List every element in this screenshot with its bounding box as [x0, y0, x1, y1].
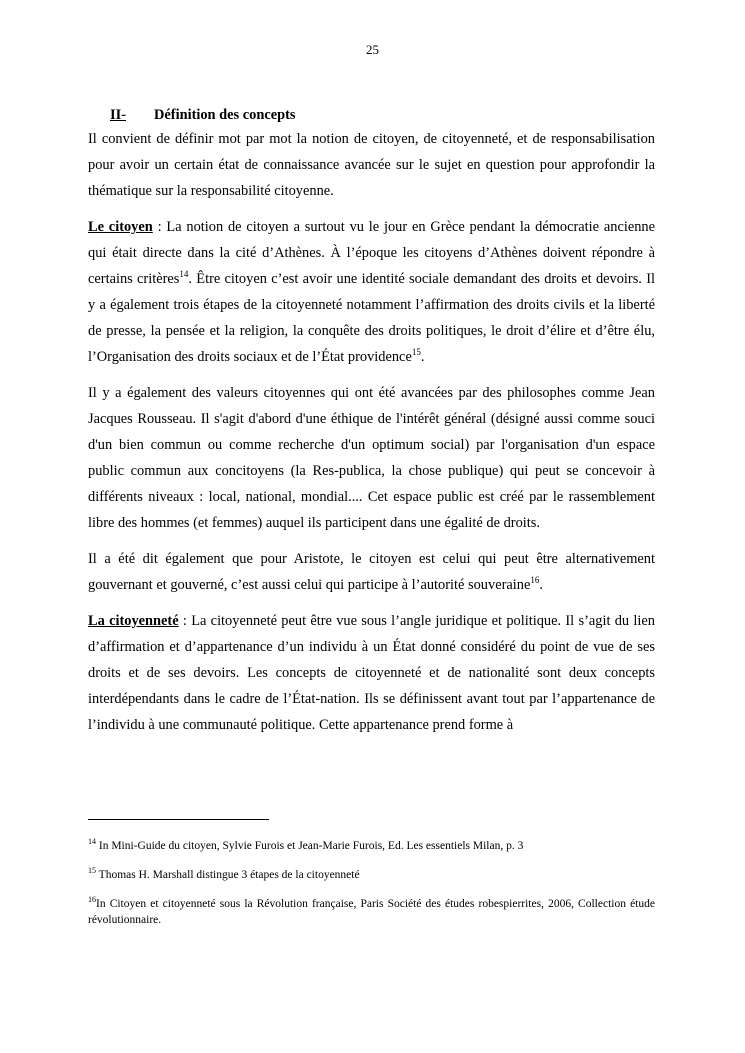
paragraph-aristote [88, 546, 655, 598]
footnote-ref-16: 16 [530, 575, 540, 586]
footnote-number: 16 [88, 895, 96, 905]
paragraph-citoyen [88, 214, 655, 370]
footnote-text: In Mini-Guide du citoyen, Sylvie Furois et Jean-Marie Furois, Ed. Les essentiels Milan, p. 3 [96, 840, 524, 852]
footnotes [88, 838, 655, 941]
footnote-separator [88, 819, 269, 820]
paragraph-valeurs: Il y a également des valeurs citoyennes qui ont été avancées par des philosophes comme Jean Jacques Rousseau. Il s'agit d'abord d'une éthique de l'intérêt général (désigné aussi comme souci d'un bien commun ou comme recherche d'un optimum social) par l'organisation d'un espace public commun aux concitoyens (la Res-publica, la chose publique) qui peut se concevoir à différents niveaux : local, national, mondial.... Cet espace public est créé par le rassemblement libre des hommes (et femmes) auquel ils participent dans une égalité de droits. [88, 385, 655, 531]
aristote-end: . [539, 577, 543, 593]
section-number: II- [110, 107, 126, 123]
section-heading [88, 104, 655, 126]
main-content [88, 104, 655, 748]
term-citoyen: Le citoyen [88, 219, 153, 235]
footnote-text: Thomas H. Marshall distingue 3 étapes de la citoyenneté [96, 869, 360, 881]
footnote-ref-14: 14 [179, 269, 189, 280]
page-number: 25 [366, 42, 379, 57]
footnote-text: In Citoyen et citoyenneté sous la Révolution française, Paris Société des études robespierrites, 2006, Collection étude révolutionnaire. [88, 898, 655, 926]
aristote-text: Il a été dit également que pour Aristote, le citoyen est celui qui peut être alternativement gouvernant et gouverné, c’est aussi celui qui participe à l’autorité souveraine [88, 551, 655, 593]
footnote-ref-15: 15 [411, 347, 421, 358]
section-title: Définition des concepts [154, 107, 296, 123]
citoyennete-text: : La citoyenneté peut être vue sous l’angle juridique et politique. Il s’agit du lien d’affirmation et d’appartenance d’un individu à un État donné considéré du point de vue de ses droits et de ses devoirs. Les concepts de citoyenneté et de nationalité sont deux concepts interdépendants dans le cadre de l’État-nation. Ils se définissent avant tout par l’appartenance de l’individu à une communauté politique. Cette appartenance prend forme à [88, 613, 656, 733]
footnote-number: 15 [88, 866, 96, 876]
citoyen-text-a: : La notion de citoyen a surtout vu le jour en Grèce pendant la démocratie ancienne qui était directe dans la cité d’Athènes. À l’époque les citoyens d’Athènes doivent répondre à certains critères [88, 219, 655, 287]
term-citoyennete: La citoyenneté [88, 613, 179, 629]
footnote-15 [88, 867, 655, 883]
paragraph-intro: Il convient de définir mot par mot la notion de citoyen, de citoyenneté, et de responsabilisation pour avoir un certain état de connaissance avancée sur le sujet en question pour approfondir la thématique sur la responsabilité citoyenne. [88, 131, 655, 199]
footnote-16 [88, 896, 655, 928]
footnote-14 [88, 838, 655, 854]
citoyen-text-b: . Être citoyen c’est avoir une identité sociale demandant des droits et devoirs. Il y a également trois étapes de la citoyenneté notamment l’affirmation des droits civils et la liberté de presse, la pensée et la religion, la conquête des droits politiques, le droit d’élire et d’être élu, l’Organisation des droits sociaux et de l’État providence [88, 271, 655, 365]
footnote-number: 14 [88, 837, 96, 847]
citoyen-text-c: . [420, 349, 425, 365]
paragraph-citoyennete [88, 608, 655, 738]
